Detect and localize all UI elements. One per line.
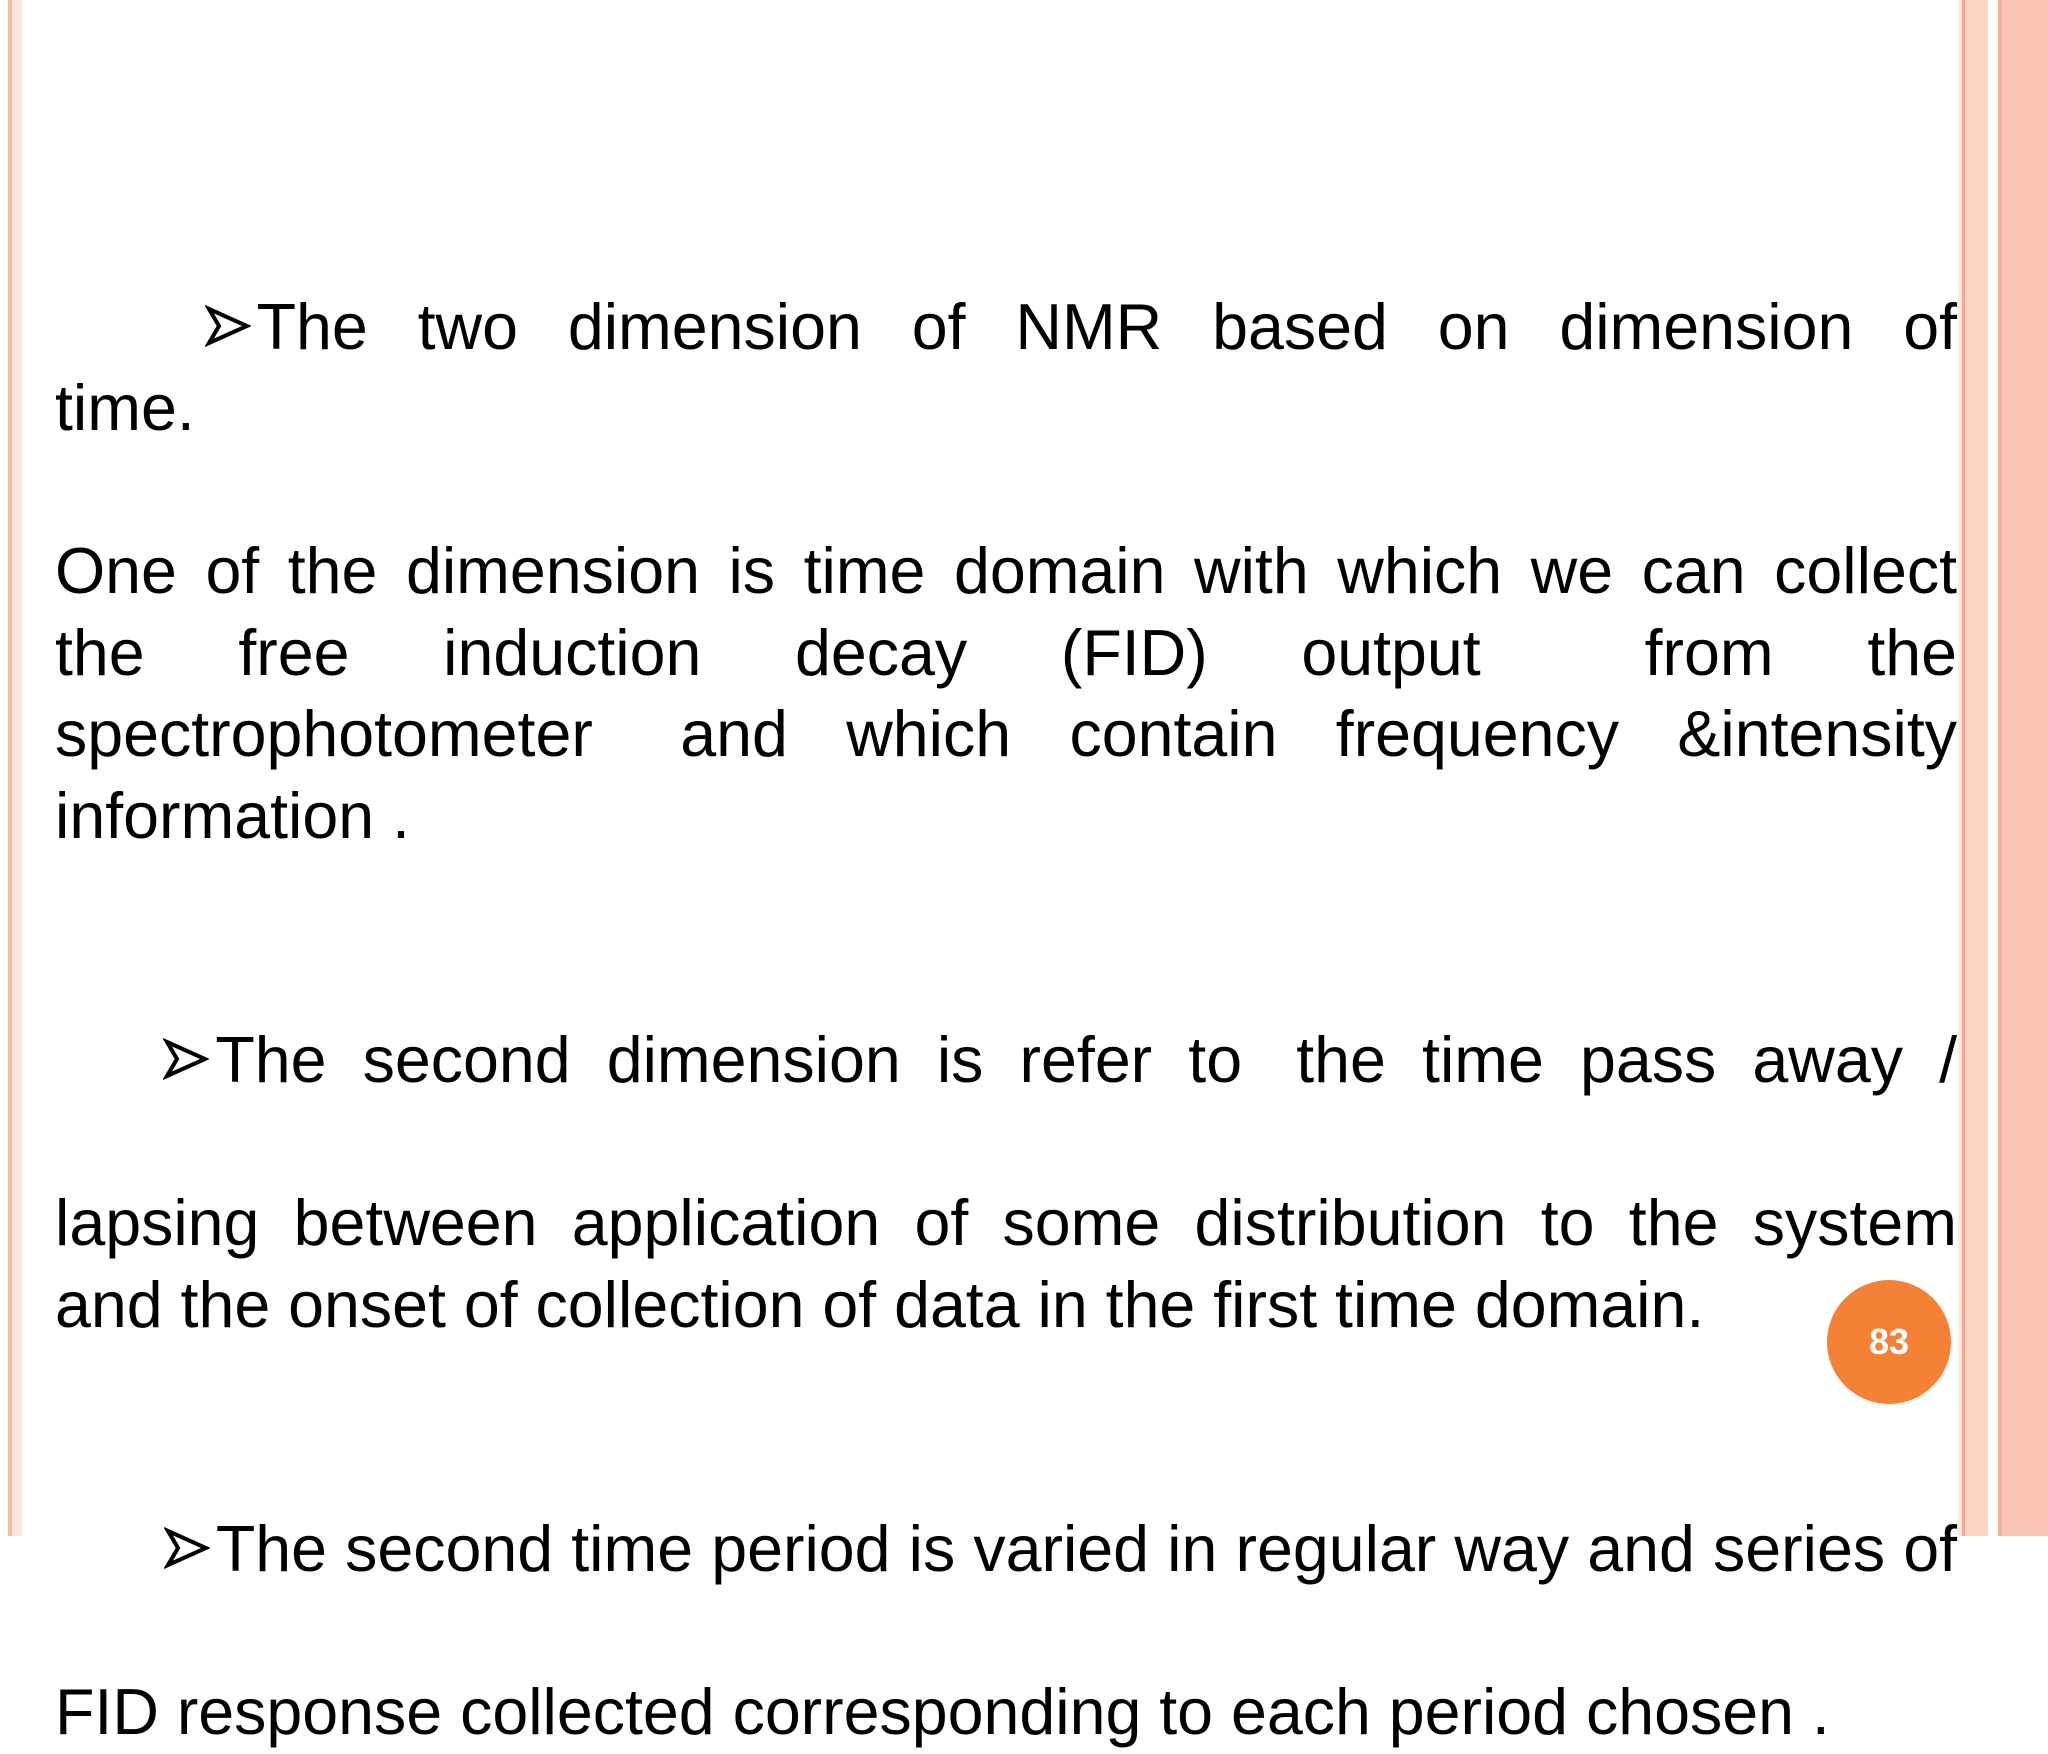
bullet-2-line-2: lapsing between application of some distribution to the system: [55, 1187, 1957, 1259]
arrow-bullet-icon: [205, 303, 257, 349]
bullet-paragraph-2: [55, 939, 1957, 1347]
bullet-3-line-1: The second time period is varied in regular way and series of: [215, 1513, 1957, 1585]
bullet-1-line-2: One of the dimension is time domain with which we can collect: [55, 535, 1957, 607]
bullet-paragraph-1: [55, 205, 2011, 857]
page-number-badge: 83: [1827, 1280, 1951, 1404]
bullet-2-line-3: and the onset of collection of data in the first time domain.: [55, 1268, 1705, 1341]
bullet-1-line-1: The two dimension of NMR based on dimension of time.: [55, 290, 2011, 444]
arrow-bullet-icon: [163, 1036, 215, 1082]
bullet-1-line-4: spectrophotometer and which contain frequency &intensity: [55, 698, 1957, 770]
bullet-3-line-2: FID response collected corresponding to each period chosen .: [55, 1676, 1830, 1748]
bullet-1-line-5: information .: [55, 779, 410, 852]
right-decorative-border: [1958, 0, 2048, 1536]
bullet-paragraph-3: [55, 1428, 1957, 1754]
bullet-2-line-1: The second dimension is refer to the time pass away /: [215, 1024, 1957, 1096]
arrow-bullet-icon: [164, 1525, 216, 1571]
left-decorative-border: [0, 0, 22, 1536]
bullet-1-line-3: the free induction decay (FID) output from the: [55, 616, 1957, 689]
slide-body: [55, 205, 2011, 1754]
